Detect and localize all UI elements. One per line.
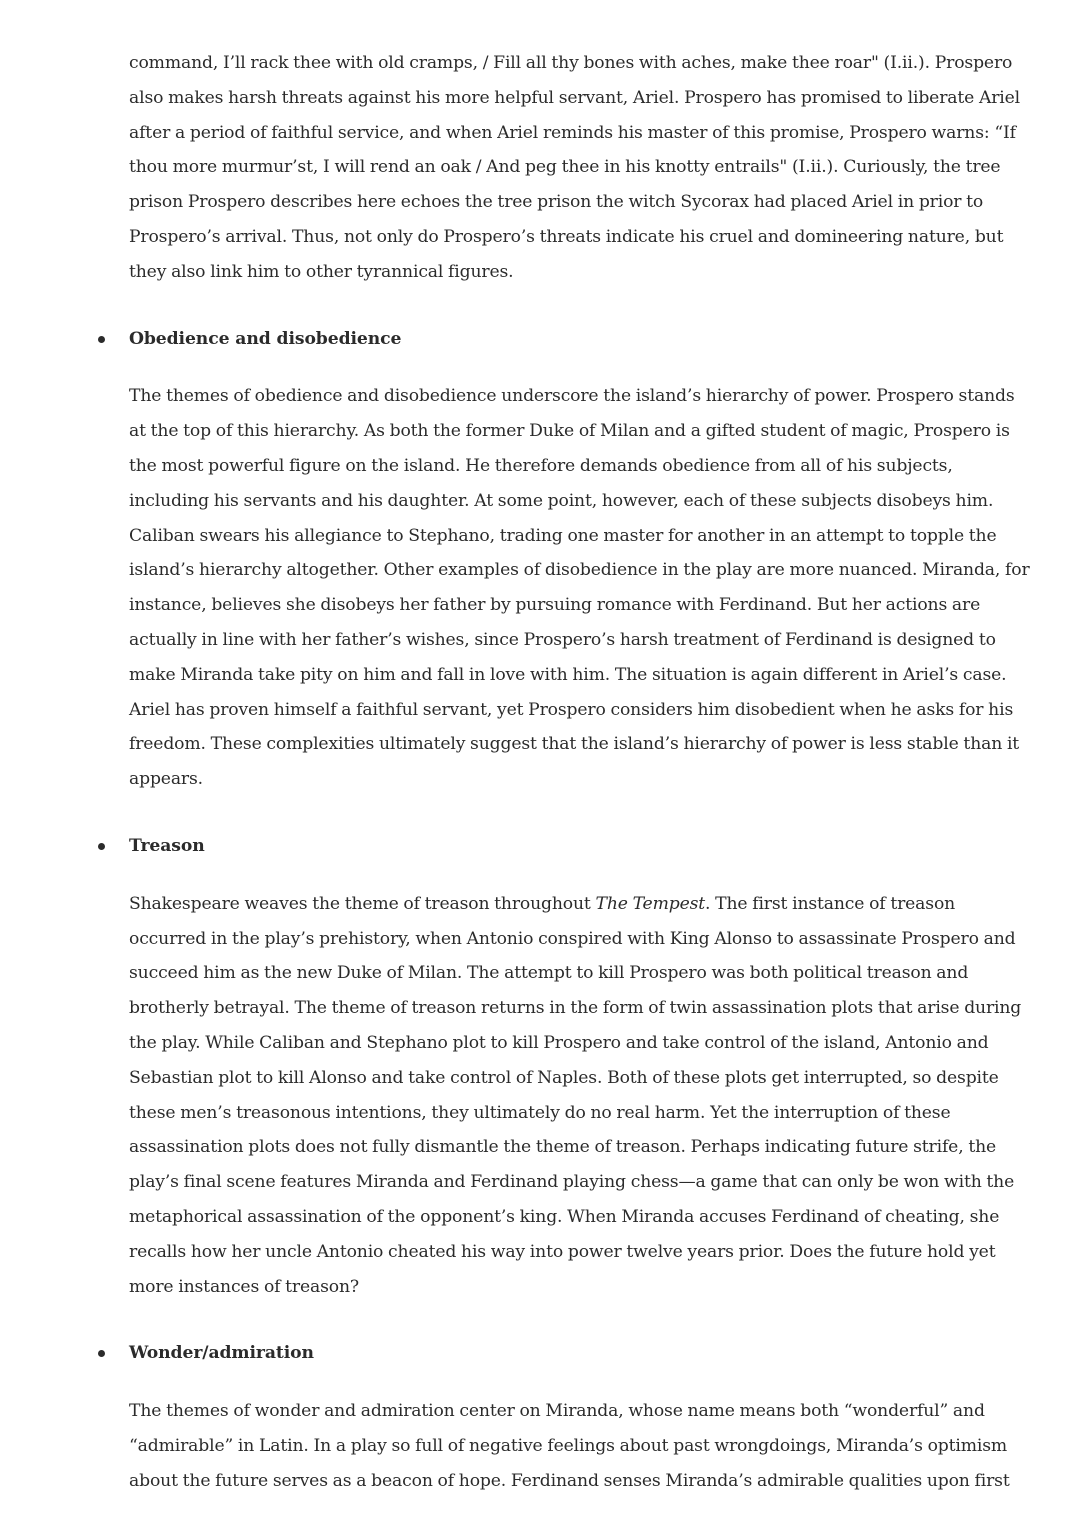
paragraph-prospero-threats: command, I’ll rack thee with old cramps, / Fill all thy bones with aches, make thee roar" (I.ii.). Prospero also makes harsh threats against his more helpful servant, Ariel. Prospero has promised to liberate Ariel after a period of faithful service, and when Ariel reminds his master of this promise, Prospero warns: “If thou more murmur’st, I will rend an oak / And peg thee in his knotty entrails" (I.ii.). Curiously, the tree prison Prospero describes here echoes the tree prison the witch Sycorax had placed Ariel in prior to Prospero’s arrival. Thus, not only do Prospero’s threats indicate his cruel and domineering nature, but they also link him to other tyrannical figures. bbox=[129, 53, 1021, 282]
bullet-icon bbox=[98, 843, 105, 850]
spacer bbox=[129, 290, 1034, 322]
paragraph-treason bbox=[129, 887, 1034, 1305]
theme-heading-wonder bbox=[129, 1336, 1034, 1371]
paragraph-obedience: The themes of obedience and disobedience underscore the island’s hierarchy of power. Prospero stands at the top of this hierarchy. As both the former Duke of Milan and a gifted student of magic, Prospero is the most powerful figure on the island. He therefore demands obedience from all of his subjects, including his servants and his daughter. At some point, however, each of these subjects disobeys him. Caliban swears his allegiance to Stephano, trading one master for another in an attempt to topple the island’s hierarchy altogether. Other examples of disobedience in the play are more nuanced. Miranda, for instance, believes she disobeys her father by pursuing romance with Ferdinand. But her actions are actually in line with her father’s wishes, since Prospero’s harsh treatment of Ferdinand is designed to make Miranda take pity on him and fall in love with him. The situation is again different in Ariel’s case. Ariel has proven himself a faithful servant, yet Prospero considers him disobedient when he asks for his freedom. These complexities ultimately suggest that the island’s hierarchy of power is less stable than it appears. bbox=[129, 386, 1030, 790]
theme-heading-treason bbox=[129, 829, 1034, 864]
play-title-italic: The Tempest bbox=[595, 893, 706, 914]
paragraph-wonder: The themes of wonder and admiration center on Miranda, whose name means both “wonderful” and “admirable” in Latin. In a play so full of negative feelings about past wrongdoings, Miranda’s optimism about the future serves as a beacon of hope. Ferdinand senses Miranda’s admirable qualities upon first bbox=[129, 1401, 1010, 1491]
spacer bbox=[129, 864, 1034, 887]
document-body bbox=[129, 46, 1034, 1498]
theme-heading-label: Wonder/admiration bbox=[129, 1343, 314, 1364]
theme-heading-label: Obedience and disobedience bbox=[129, 328, 402, 349]
bullet-icon bbox=[98, 336, 105, 343]
theme-heading-label: Treason bbox=[129, 835, 205, 856]
bullet-icon bbox=[98, 1350, 105, 1357]
theme-heading-obedience bbox=[129, 322, 1034, 357]
spacer bbox=[129, 356, 1034, 379]
paragraph-text: . The first instance of treason occurred in the play’s prehistory, when Antonio conspired with King Alonso to assassinate Prospero and succeed him as the new Duke of Milan. The attempt to kill Prospero was both political treason and brotherly betrayal. The theme of treason returns in the form of twin assassination plots that arise during the play. While Caliban and Stephano plot to kill Prospero and take control of the island, Antonio and Sebastian plot to kill Alonso and take control of Naples. Both of these plots get interrupted, so despite these men’s treasonous intentions, they ultimately do no real harm. Yet the interruption of these assassination plots does not fully dismantle the theme of treason. Perhaps indicating future strife, the play’s final scene features Miranda and Ferdinand playing chess—a game that can only be won with the metaphorical assassination of the opponent’s king. When Miranda accuses Ferdinand of cheating, she recalls how her uncle Antonio cheated his way into power twelve years prior. Does the future hold yet more instances of treason? bbox=[129, 893, 1022, 1297]
spacer bbox=[129, 1371, 1034, 1394]
spacer bbox=[129, 797, 1034, 829]
spacer bbox=[129, 1304, 1034, 1336]
paragraph-text: Shakespeare weaves the theme of treason throughout bbox=[129, 893, 596, 914]
